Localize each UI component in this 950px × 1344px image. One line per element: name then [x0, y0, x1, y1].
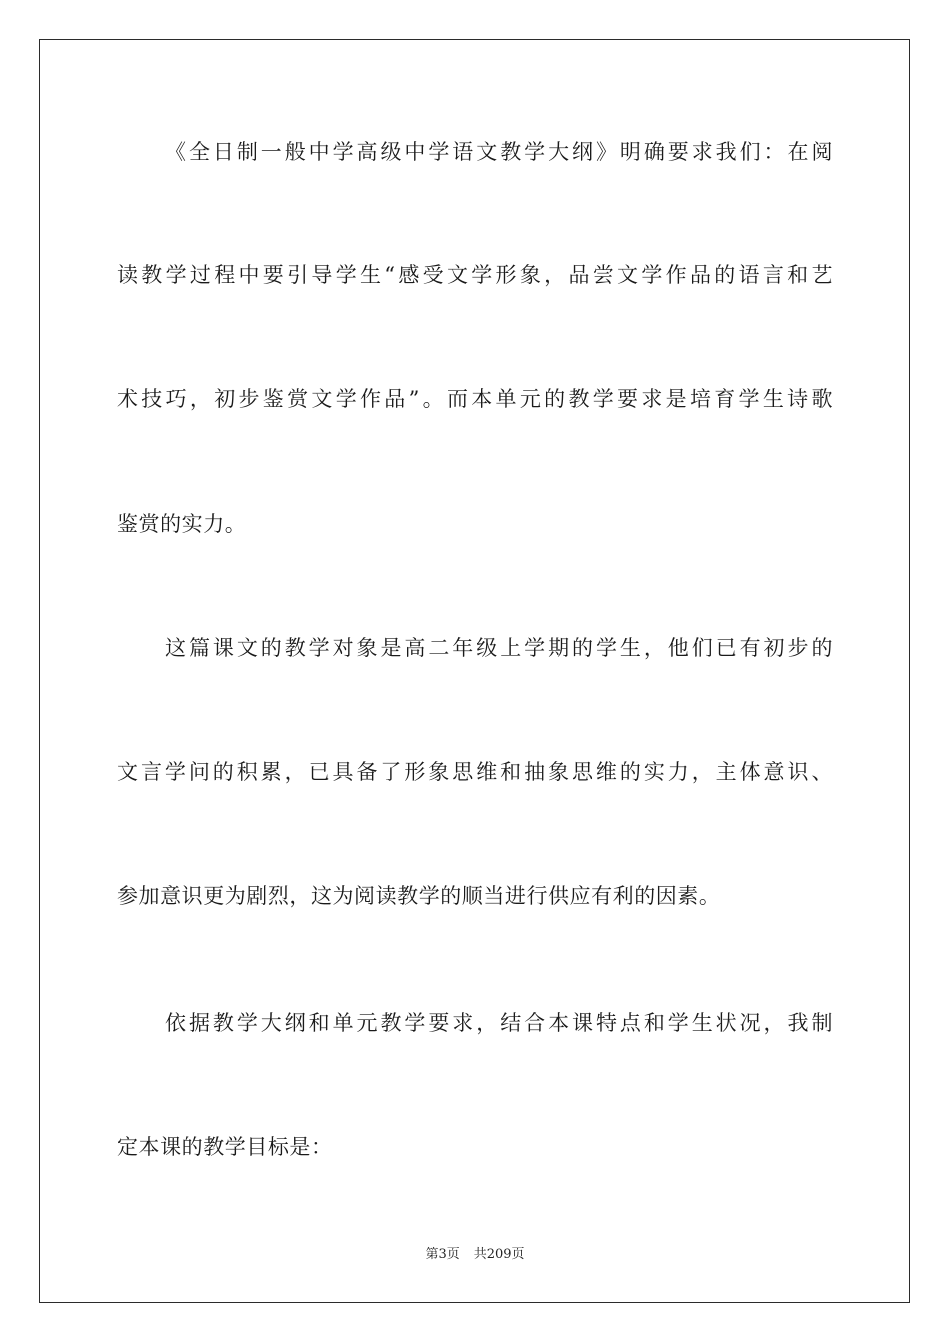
page-number: 第3页: [425, 1247, 460, 1262]
paragraph-3-line-1: 依据教学大纲和单元教学要求，结合本课特点和学生状况，我制: [165, 1011, 833, 1035]
paragraph-3-line-2: 定本课的教学目标是：: [117, 1135, 333, 1159]
paragraph-1-line-4: 鉴赏的实力。: [117, 512, 247, 536]
paragraph-2-line-1: 这篇课文的教学对象是高二年级上学期的学生，他们已有初步的: [165, 636, 833, 660]
paragraph-2-line-2: 文言学问的积累，已具备了形象思维和抽象思维的实力，主体意识、: [117, 760, 833, 784]
page-border: [39, 39, 910, 1303]
paragraph-1-line-3: 术技巧，初步鉴赏文学作品”。而本单元的教学要求是培育学生诗歌: [117, 387, 833, 411]
paragraph-1-line-2: 读教学过程中要引导学生“感受文学形象，品尝文学作品的语言和艺: [117, 263, 833, 287]
paragraph-1-line-1: 《全日制一般中学高级中学语文教学大纲》明确要求我们：在阅: [165, 140, 833, 164]
page-total: 共209页: [473, 1247, 525, 1262]
paragraph-2-line-3: 参加意识更为剧烈，这为阅读教学的顺当进行供应有利的因素。: [117, 884, 721, 908]
page-footer: [0, 1246, 950, 1264]
